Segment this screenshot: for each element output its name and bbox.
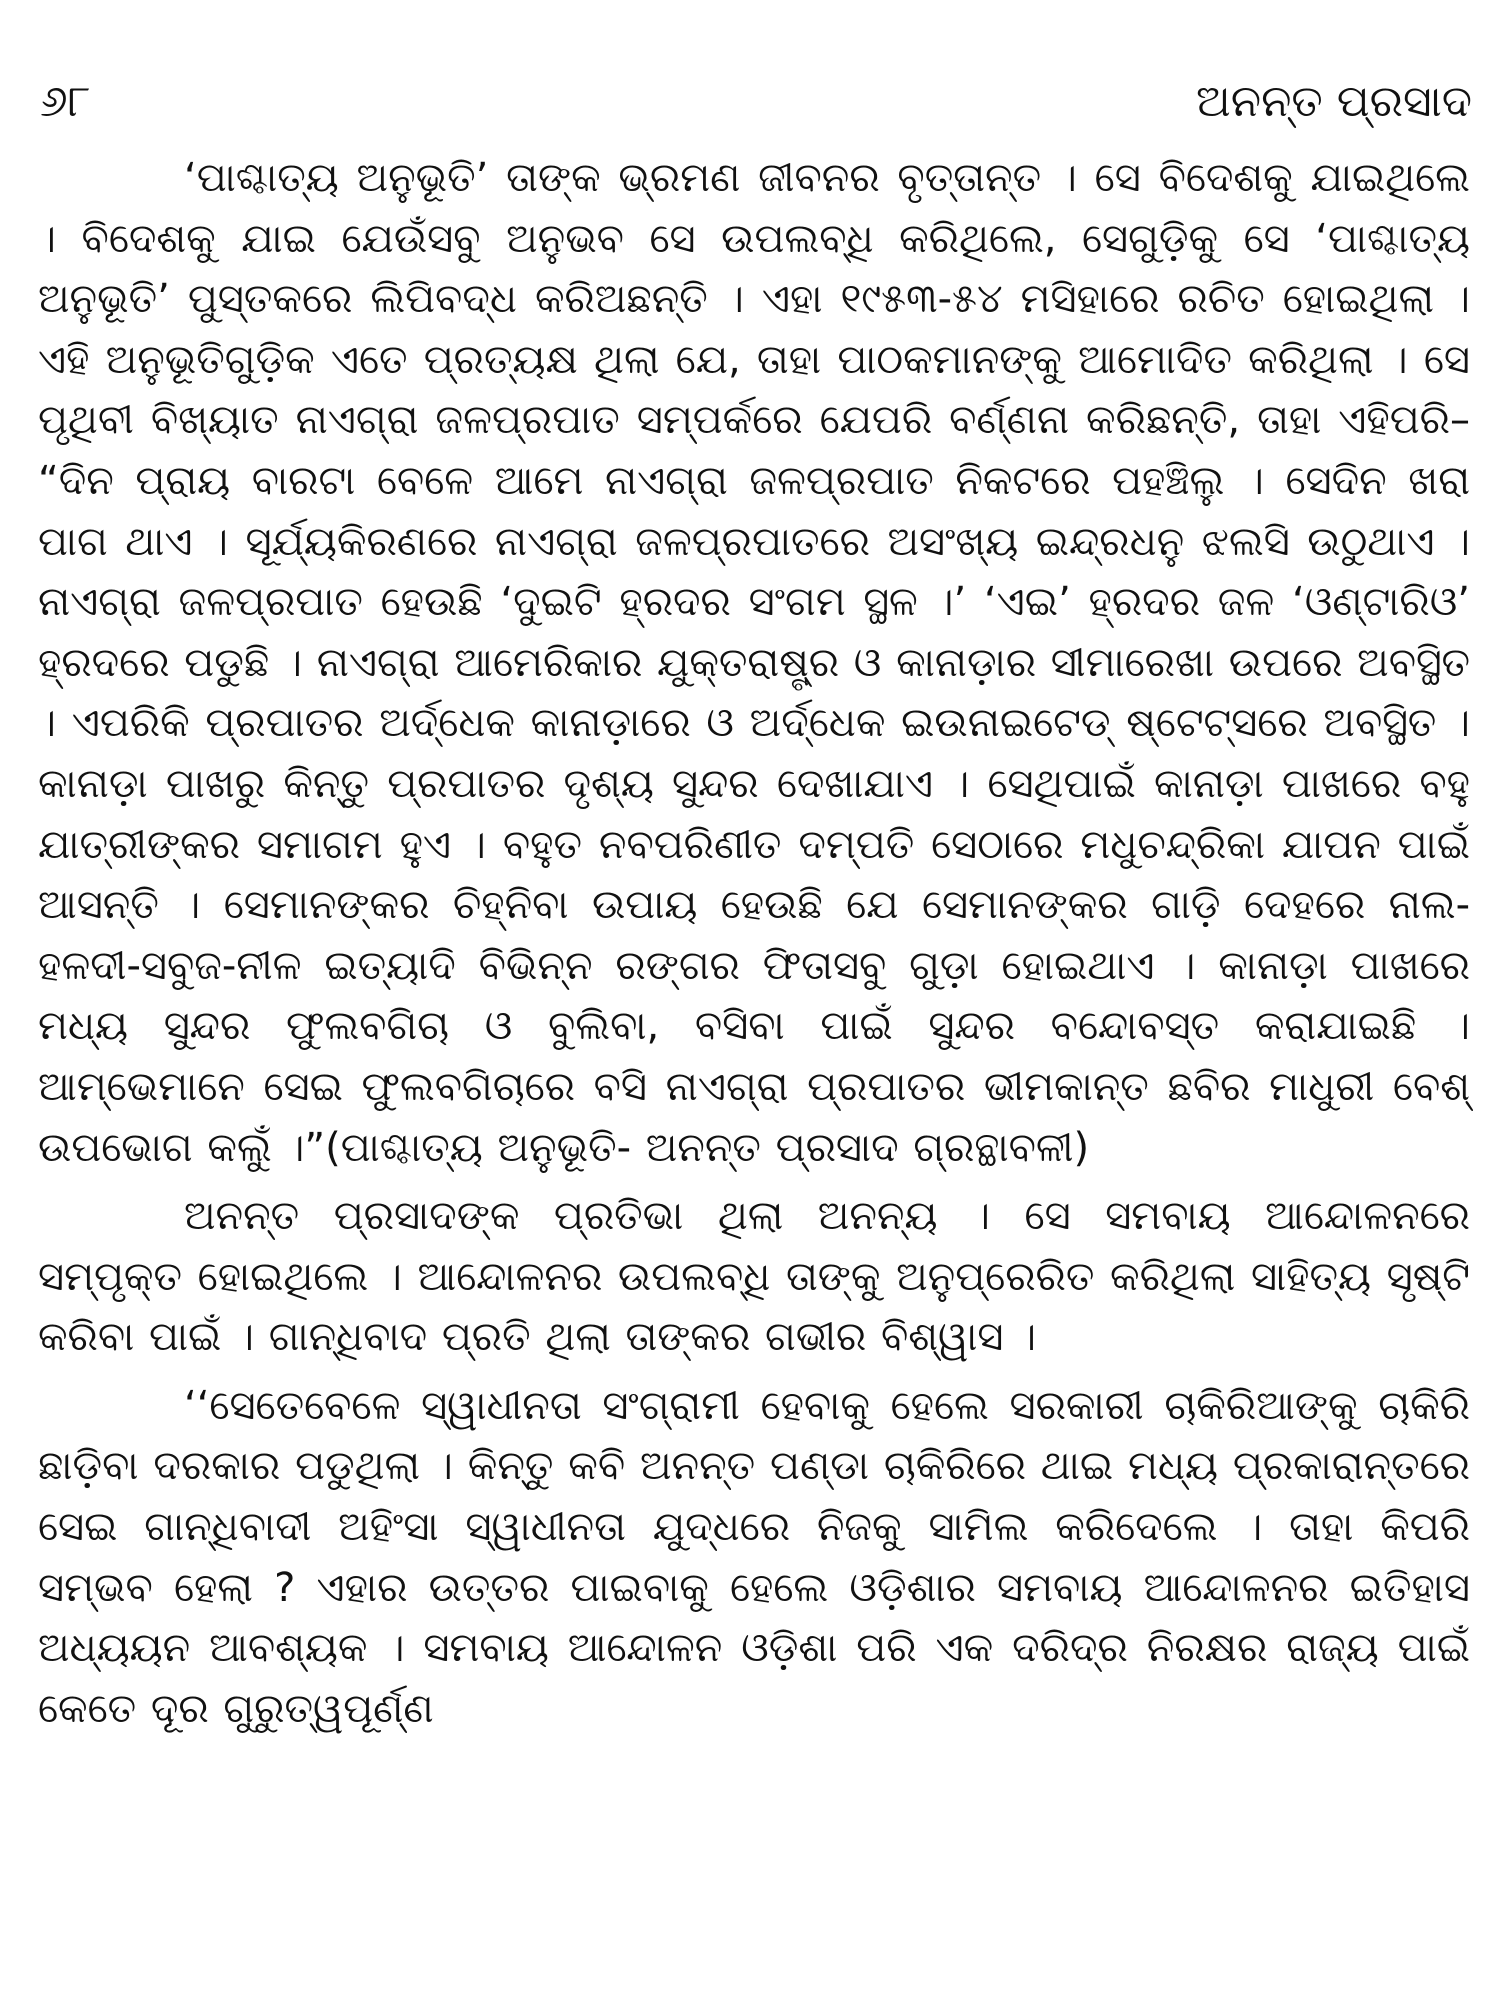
running-head: ଅନନ୍ତ ପ୍ରସାଦ xyxy=(1196,76,1472,127)
page-header xyxy=(40,72,1472,142)
paragraph-freedom-struggle: ‘‘ସେତେବେଳେ ସ୍ୱାଧୀନତା ସଂଗ୍ରାମୀ ହେବାକୁ ହେଲେ ସରକାରୀ ଚାକିରିଆଙ୍କୁ ଚାକିରି ଛାଡ଼ିବା ଦରକାର ପଡୁଥିଲା । କିନ୍ତୁ କବି ଅନନ୍ତ ପଣ୍ଡା ଚାକିରିରେ ଥାଇ ମଧ୍ୟ ପ୍ରକାରାନ୍ତରେ ସେଇ ଗାନ୍ଧିବାଦୀ ଅହିଂସା ସ୍ୱାଧୀନତା ଯୁଦ୍ଧରେ ନିଜକୁ ସାମିଲ କରିଦେଲେ । ତାହା କିପରି ସମ୍ଭବ ହେଲା ? ଏହାର ଉତ୍ତର ପାଇବାକୁ ହେଲେ ଓଡ଼ିଶାର ସମବାୟ ଆନ୍ଦୋଳନର ଇତିହାସ ଅଧ୍ୟୟନ ଆବଶ୍ୟକ । ସମବାୟ ଆନ୍ଦୋଳନ ଓଡ଼ିଶା ପରି ଏକ ଦରିଦ୍ର ନିରକ୍ଷର ରାଜ୍ୟ ପାଇଁ କେତେ ଦୂର ଗୁରୁତ୍ୱପୂର୍ଣ୍ଣ xyxy=(38,1382,1470,1732)
paragraph-cooperative-movement: ଅନନ୍ତ ପ୍ରସାଦଙ୍କ ପ୍ରତିଭା ଥିଲା ଅନନ୍ୟ । ସେ ସମବାୟ ଆନ୍ଦୋଳନରେ ସମ୍ପୃକ୍ତ ହୋଇଥିଲେ । ଆନ୍ଦୋଳନର ଉପଲବ୍ଧି ତାଙ୍କୁ ଅନୁପ୍ରେରିତ କରିଥିଲା ସାହିତ୍ୟ ସୃଷ୍ଟି କରିବା ପାଇଁ । ଗାନ୍ଧିବାଦ ପ୍ରତି ଥିଲା ତାଙ୍କର ଗଭୀର ବିଶ୍ୱାସ । xyxy=(38,1193,1470,1361)
paragraph-western-experience: ‘ପାଶ୍ଚାତ୍ୟ ଅନୁଭୂତି’ ତାଙ୍କ ଭ୍ରମଣ ଜୀବନର ବୃତ୍ତାନ୍ତ । ସେ ବିଦେଶକୁ ଯାଇଥିଲେ । ବିଦେଶକୁ ଯାଇ ଯେଉଁସବୁ ଅନୁଭବ ସେ ଉପଲବ୍ଧି କରିଥିଲେ, ସେଗୁଡ଼ିକୁ ସେ ‘ପାଶ୍ଚାତ୍ୟ ଅନୁଭୂତି’ ପୁସ୍ତକରେ ଲିପିବଦ୍ଧ କରିଅଛନ୍ତି । ଏହା ୧୯୫୩-୫୪ ମସିହାରେ ରଚିତ ହୋଇଥିଲା । ଏହି ଅନୁଭୂତିଗୁଡ଼ିକ ଏତେ ପ୍ରତ୍ୟକ୍ଷ ଥିଲା ଯେ, ତାହା ପାଠକମାନଙ୍କୁ ଆମୋଦିତ କରିଥିଲା । ସେ ପୃଥିବୀ ବିଖ୍ୟାତ ନାଏଗ୍ରା ଜଳପ୍ରପାତ ସମ୍ପର୍କରେ ଯେପରି ବର୍ଣ୍ଣନା କରିଛନ୍ତି, ତାହା ଏହିପରି– “ଦିନ ପ୍ରାୟ ବାରଟା ବେଳେ ଆମେ ନାଏଗ୍ରା ଜଳପ୍ରପାତ ନିକଟରେ ପହଞ୍ଚିଲୁ । ସେଦିନ ଖରା ପାଗ ଥାଏ । ସୂର୍ଯ୍ୟକିରଣରେ ନାଏଗ୍ରା ଜଳପ୍ରପାତରେ ଅସଂଖ୍ୟ ଇନ୍ଦ୍ରଧନୁ ଝଲସି ଉଠୁଥାଏ । ନାଏଗ୍ରା ଜଳପ୍ରପାତ ହେଉଛି ‘ଦୁଇଟି ହ୍ରଦର ସଂଗମ ସ୍ଥଳ ।’ ‘ଏଇ’ ହ୍ରଦର ଜଳ ‘ଓଣ୍ଟାରିଓ’ ହ୍ରଦରେ ପଡୁଛି । ନାଏଗ୍ରା ଆମେରିକାର ଯୁକ୍ତରାଷ୍ଟ୍ର ଓ କାନାଡ଼ାର ସୀମାରେଖା ଉପରେ ଅବସ୍ଥିତ । ଏପରିକି ପ୍ରପାତର ଅର୍ଦ୍ଧେକ କାନାଡ଼ାରେ ଓ ଅର୍ଦ୍ଧେକ ଇଉନାଇଟେଡ୍ ଷ୍ଟେଟ୍ସରେ ଅବସ୍ଥିତ । କାନାଡ଼ା ପାଖରୁ କିନ୍ତୁ ପ୍ରପାତର ଦୃଶ୍ୟ ସୁନ୍ଦର ଦେଖାଯାଏ । ସେଥିପାଇଁ କାନାଡ଼ା ପାଖରେ ବହୁ ଯାତ୍ରୀଙ୍କର ସମାଗମ ହୁଏ । ବହୁତ ନବପରିଣୀତ ଦମ୍ପତି ସେଠାରେ ମଧୁଚନ୍ଦ୍ରିକା ଯାପନ ପାଇଁ ଆସନ୍ତି । ସେମାନଙ୍କର ଚିହ୍ନିବା ଉପାୟ ହେଉଛି ଯେ ସେମାନଙ୍କର ଗାଡ଼ି ଦେହରେ ନାଲ-ହଳଦୀ-ସବୁଜ-ନୀଳ ଇତ୍ୟାଦି ବିଭିନ୍ନ ରଙ୍ଗର ଫିତାସବୁ ଗୁଡ଼ା ହୋଇଥାଏ । କାନାଡ଼ା ପାଖରେ ମଧ୍ୟ ସୁନ୍ଦର ଫୁଲବଗିଚା ଓ ବୁଲିବା, ବସିବା ପାଇଁ ସୁନ୍ଦର ବନ୍ଦୋବସ୍ତ କରାଯାଇଛି । ଆମ୍ଭେମାନେ ସେଇ ଫୁଲବଗିଚାରେ ବସି ନାଏଗ୍ରା ପ୍ରପାତର ଭୀମକାନ୍ତ ଛବିର ମାଧୁରୀ ବେଶ୍ ଉପଭୋଗ କଲୁଁ ।”(ପାଶ୍ଚାତ୍ୟ ଅନୁଭୂତି- ଅନନ୍ତ ପ୍ରସାଦ ଗ୍ରନ୍ଥାବଳୀ) xyxy=(38,155,1470,1171)
body-text xyxy=(38,148,1470,1739)
page-number: ୬୮ xyxy=(40,76,91,127)
